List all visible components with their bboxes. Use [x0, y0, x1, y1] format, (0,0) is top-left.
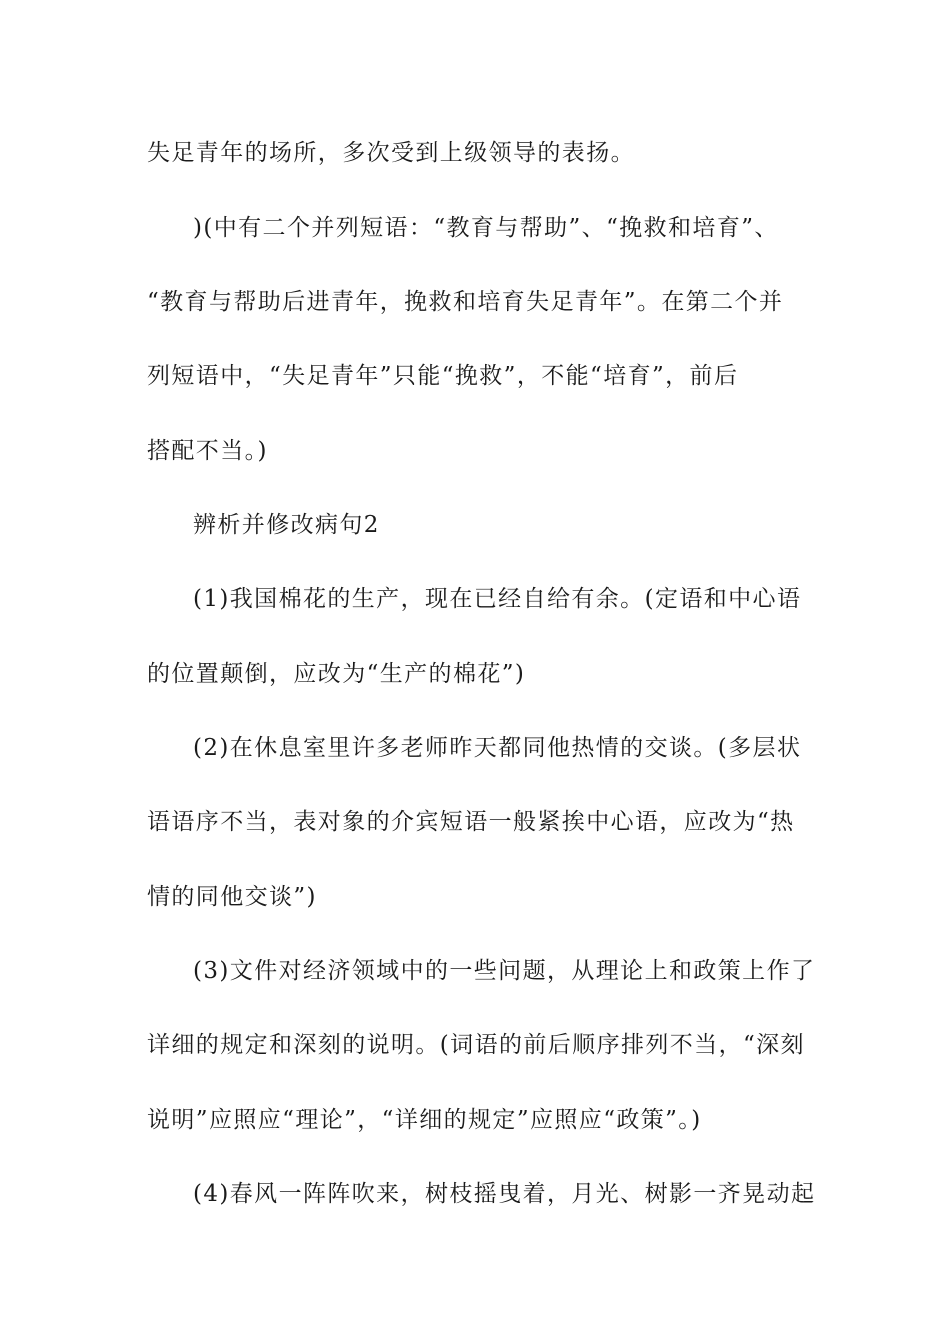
- paragraph-line: (4)春风一阵阵吹来，树枝摇曳着，月光、树影一齐晃动起: [193, 1181, 816, 1207]
- paragraph-line: (1)我国棉花的生产，现在已经自给有余。(定语和中心语: [193, 586, 802, 612]
- paragraph-line: 列短语中，“失足青年”只能“挽救”，不能“培育”，前后: [147, 363, 739, 389]
- paragraph-line: (2)在休息室里许多老师昨天都同他热情的交谈。(多层状: [193, 735, 802, 761]
- paragraph-line: 的位置颠倒，应改为“生产的棉花”): [147, 661, 526, 687]
- paragraph-line: 搭配不当。): [147, 438, 268, 464]
- paragraph-line: 失足青年的场所，多次受到上级领导的表扬。: [147, 140, 635, 166]
- paragraph-line: “教育与帮助后进青年，挽救和培育失足青年”。在第二个并: [147, 289, 784, 315]
- paragraph-line: 说明”应照应“理论”，“详细的规定”应照应“政策”。): [147, 1107, 702, 1133]
- paragraph-line: )(中有二个并列短语：“教育与帮助”、“挽救和培育”、: [193, 215, 779, 241]
- paragraph-line: 语语序不当，表对象的介宾短语一般紧挨中心语，应改为“热: [147, 809, 795, 835]
- paragraph-line: 情的同他交谈”): [147, 884, 317, 910]
- paragraph-line: 详细的规定和深刻的说明。(词语的前后顺序排列不当，“深刻: [147, 1032, 805, 1058]
- paragraph-line: (3)文件对经济领域中的一些问题，从理论上和政策上作了: [193, 958, 816, 984]
- section-heading: 辨析并修改病句2: [193, 512, 380, 538]
